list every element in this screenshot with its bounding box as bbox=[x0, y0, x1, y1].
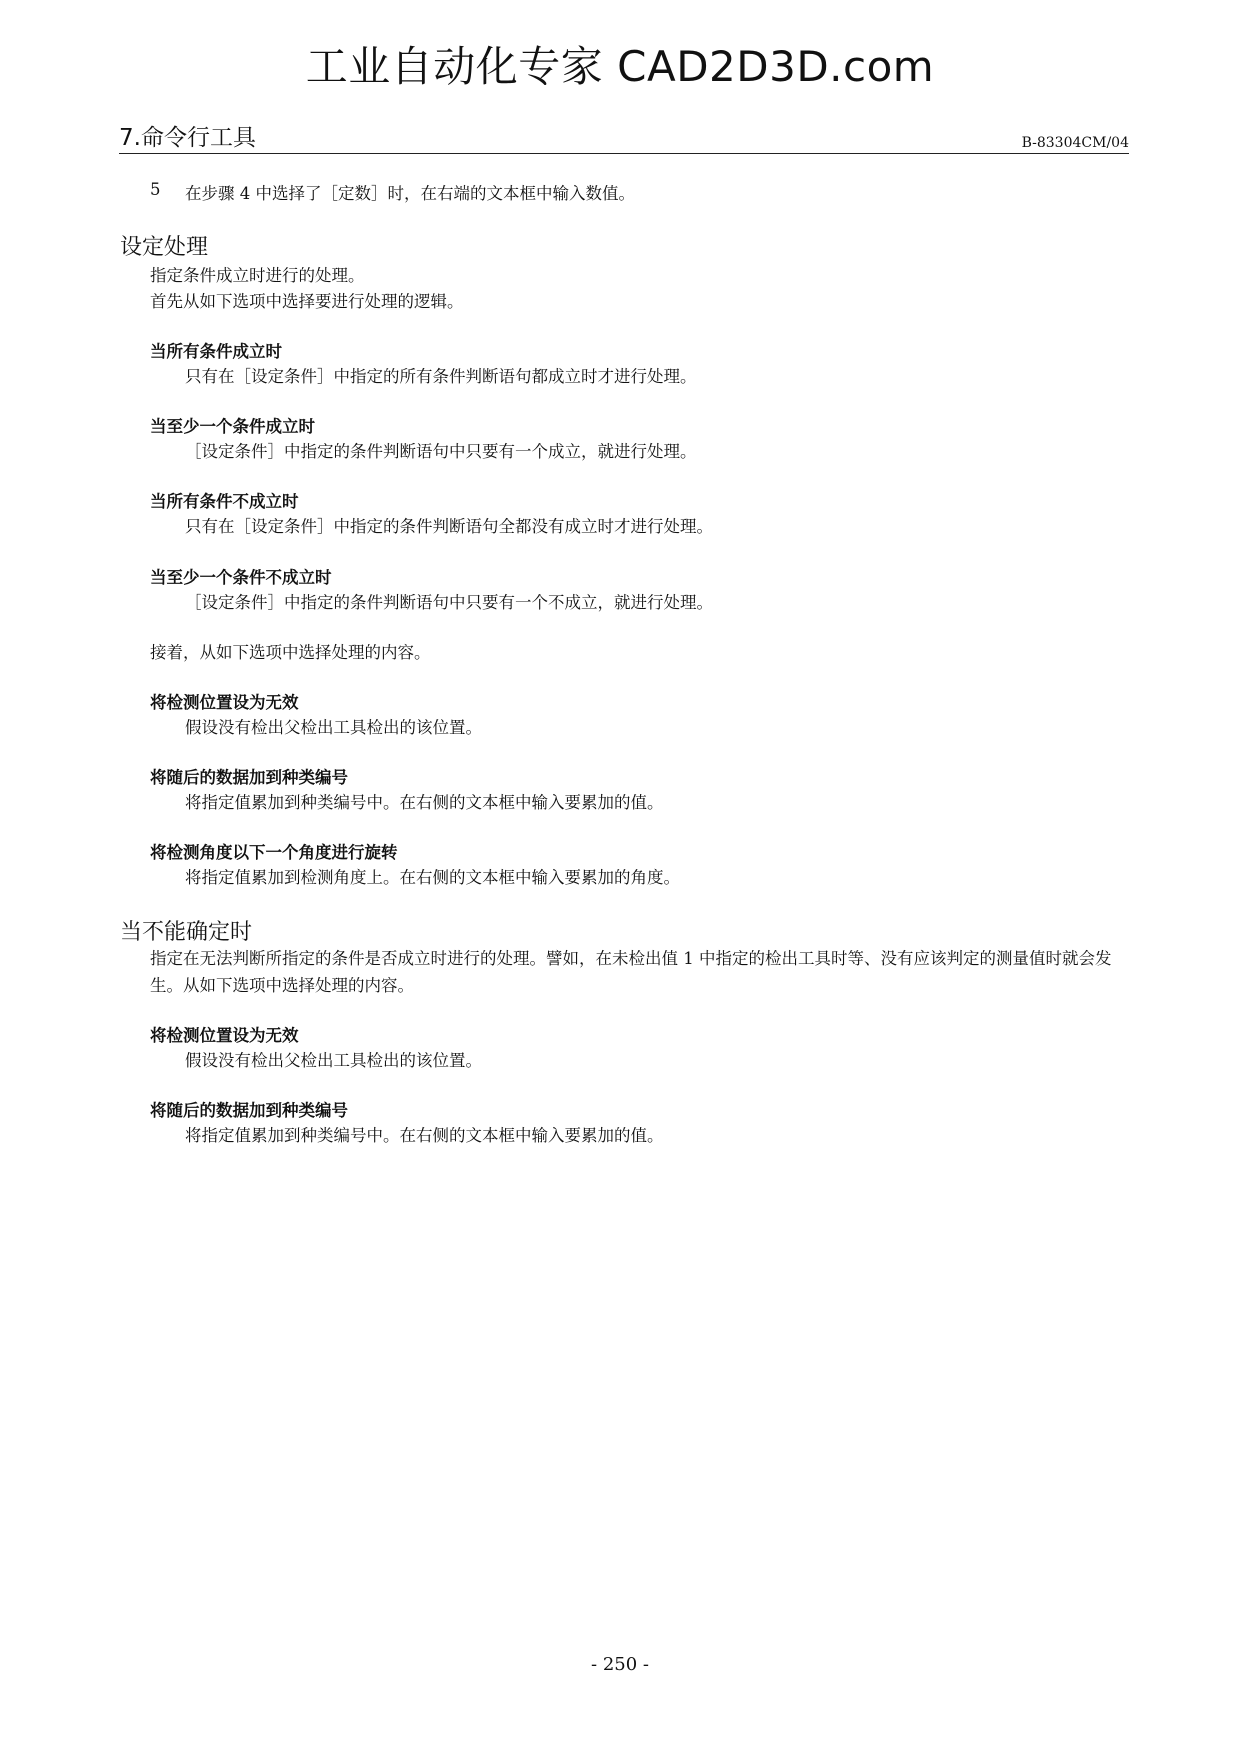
option-title: 将随后的数据加到种类编号 bbox=[150, 1101, 348, 1120]
option-title: 当至少一个条件不成立时 bbox=[150, 568, 332, 587]
section-intro-paragraph: 指定在无法判断所指定的条件是否成立时进行的处理。譬如，在未检出值 1 中指定的检出工具时等、没有应该判定的测量值时就会发生。从如下选项中选择处理的内容。 bbox=[150, 949, 1112, 995]
option-title: 当至少一个条件成立时 bbox=[150, 417, 315, 436]
section-heading-undetermined: 当不能确定时 bbox=[120, 920, 253, 945]
option-title: 当所有条件成立时 bbox=[150, 342, 282, 361]
section-intro-line: 首先从如下选项中选择要进行处理的逻辑。 bbox=[150, 292, 464, 311]
page-number: - 250 - bbox=[591, 1654, 649, 1675]
option-description: 只有在［设定条件］中指定的条件判断语句全都没有成立时才进行处理。 bbox=[185, 517, 713, 536]
option-description: ［设定条件］中指定的条件判断语句中只要有一个成立，就进行处理。 bbox=[185, 442, 697, 461]
watermark-text: 工业自动化专家 CAD2D3D.com bbox=[305, 42, 935, 91]
content-intro: 接着，从如下选项中选择处理的内容。 bbox=[150, 643, 431, 662]
page-header bbox=[119, 123, 1129, 154]
section-heading-process: 设定处理 bbox=[120, 235, 209, 260]
option-description: ［设定条件］中指定的条件判断语句中只要有一个不成立，就进行处理。 bbox=[185, 593, 713, 612]
document-number: B-83304CM/04 bbox=[1021, 135, 1129, 151]
step-text: 在步骤 4 中选择了［定数］时，在右端的文本框中输入数值。 bbox=[185, 184, 635, 203]
option-description: 只有在［设定条件］中指定的所有条件判断语句都成立时才进行处理。 bbox=[185, 367, 697, 386]
option-title: 将检测位置设为无效 bbox=[150, 693, 299, 712]
option-title: 当所有条件不成立时 bbox=[150, 492, 299, 511]
chapter-title: 7.命令行工具 bbox=[119, 125, 256, 151]
option-description: 假设没有检出父检出工具检出的该位置。 bbox=[185, 1051, 482, 1070]
option-title: 将检测位置设为无效 bbox=[150, 1026, 299, 1045]
option-description: 将指定值累加到检测角度上。在右侧的文本框中输入要累加的角度。 bbox=[185, 868, 680, 887]
option-title: 将检测角度以下一个角度进行旋转 bbox=[150, 843, 398, 862]
step-number: 5 bbox=[150, 180, 161, 199]
option-description: 将指定值累加到种类编号中。在右侧的文本框中输入要累加的值。 bbox=[185, 1126, 664, 1145]
section-intro-line: 指定条件成立时进行的处理。 bbox=[150, 266, 365, 285]
option-description: 假设没有检出父检出工具检出的该位置。 bbox=[185, 718, 482, 737]
option-title: 将随后的数据加到种类编号 bbox=[150, 768, 348, 787]
option-description: 将指定值累加到种类编号中。在右侧的文本框中输入要累加的值。 bbox=[185, 793, 664, 812]
